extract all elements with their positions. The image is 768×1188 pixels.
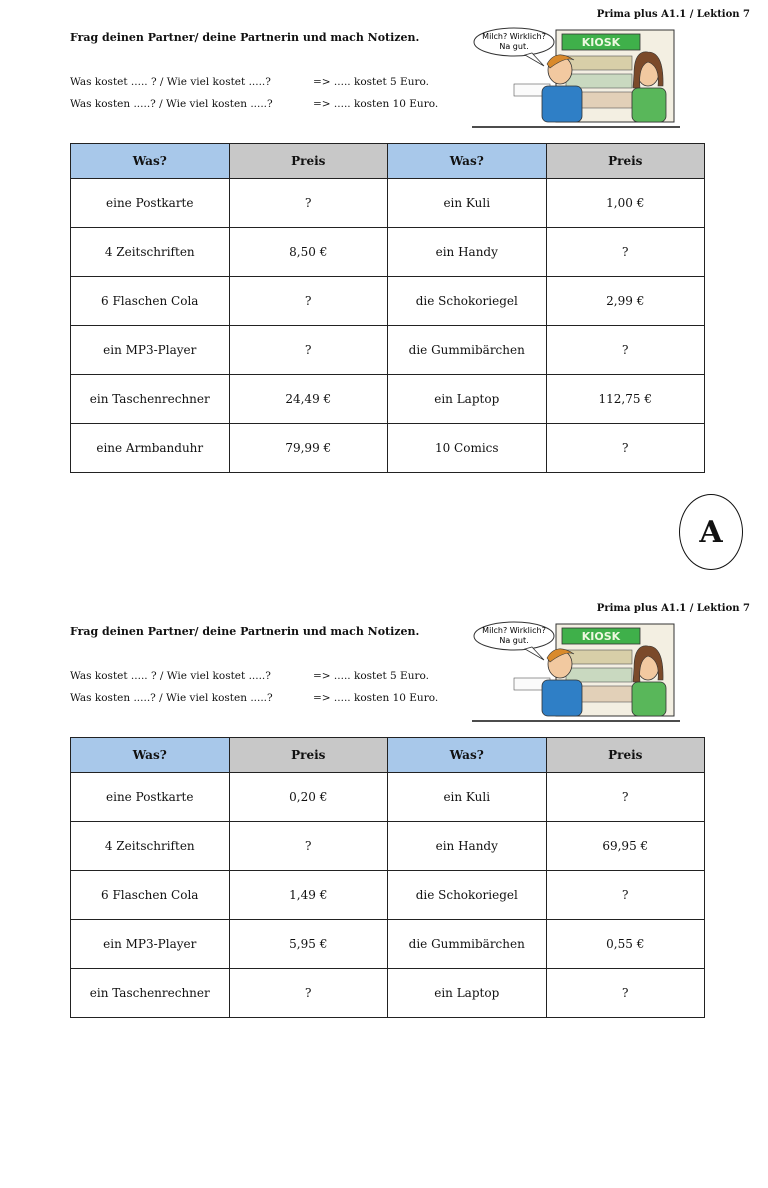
price-cell: 0,55 € [546,920,705,969]
speech-line-2: Na gut. [499,636,529,645]
table-row [71,277,705,326]
kiosk-comic-illustration [470,26,682,130]
column-header-was: Was? [71,738,230,773]
item-cell: 10 Comics [388,424,547,473]
item-cell: eine Postkarte [71,179,230,228]
price-cell: ? [229,179,388,228]
item-cell: ein Handy [388,822,547,871]
table-row [71,920,705,969]
kiosk-sign-text: KIOSK [581,630,621,643]
item-cell: eine Postkarte [71,773,230,822]
price-cell: 0,20 € [229,773,388,822]
table-row [71,822,705,871]
column-header-preis: Preis [229,738,388,773]
price-cell: 1,00 € [546,179,705,228]
speech-line-1: Milch? Wirklich? [482,626,546,635]
price-cell: 8,50 € [229,228,388,277]
kiosk-comic-illustration [470,620,682,724]
table-row [71,228,705,277]
phrase-answer-1: => ..... kostet 5 Euro. [313,670,429,682]
phrase-question-1: Was kostet ..... ? / Wie viel kostet .....? [70,76,271,88]
table-row [71,969,705,1018]
item-cell: 6 Flaschen Cola [71,277,230,326]
item-cell: ein Handy [388,228,547,277]
price-cell: ? [546,228,705,277]
column-header-preis: Preis [546,738,705,773]
item-cell: ein MP3-Player [71,326,230,375]
column-header-was: Was? [388,738,547,773]
item-cell: 4 Zeitschriften [71,228,230,277]
phrase-question-2: Was kosten .....? / Wie viel kosten .....? [70,692,273,704]
price-cell: 2,99 € [546,277,705,326]
item-cell: eine Armbanduhr [71,424,230,473]
item-cell: ein Kuli [388,179,547,228]
price-table-b [70,737,705,1018]
item-cell: ein Taschenrechner [71,375,230,424]
price-cell: ? [229,277,388,326]
item-cell: 4 Zeitschriften [71,822,230,871]
price-cell: ? [546,326,705,375]
item-cell: ein Laptop [388,969,547,1018]
speech-line-2: Na gut. [499,42,529,51]
price-table-a [70,143,705,473]
kiosk-sign-text: KIOSK [581,36,621,49]
worksheet-b [0,594,768,1188]
lesson-header: Prima plus A1.1 / Lektion 7 [596,603,750,614]
price-cell: ? [546,773,705,822]
price-cell: 5,95 € [229,920,388,969]
item-cell: die Gummibärchen [388,920,547,969]
price-cell: 1,49 € [229,871,388,920]
price-cell: 69,95 € [546,822,705,871]
price-cell: ? [229,326,388,375]
phrase-question-2: Was kosten .....? / Wie viel kosten .....? [70,98,273,110]
instruction-text: Frag deinen Partner/ deine Partnerin und mach Notizen. [70,31,420,44]
column-header-was: Was? [71,144,230,179]
column-header-preis: Preis [546,144,705,179]
item-cell: die Schokoriegel [388,277,547,326]
instruction-text: Frag deinen Partner/ deine Partnerin und mach Notizen. [70,625,420,638]
phrase-answer-1: => ..... kostet 5 Euro. [313,76,429,88]
item-cell: ein Taschenrechner [71,969,230,1018]
column-header-preis: Preis [229,144,388,179]
table-header-row [71,144,705,179]
price-cell: ? [546,871,705,920]
price-cell: 79,99 € [229,424,388,473]
speech-line-1: Milch? Wirklich? [482,32,546,41]
table-row [71,179,705,228]
phrase-answer-2: => ..... kosten 10 Euro. [313,98,439,110]
phrase-question-1: Was kostet ..... ? / Wie viel kostet .....? [70,670,271,682]
table-row [71,424,705,473]
item-cell: 6 Flaschen Cola [71,871,230,920]
table-header-row [71,738,705,773]
item-cell: ein MP3-Player [71,920,230,969]
table-row [71,871,705,920]
sheet-a-badge: A [679,494,743,570]
table-row [71,375,705,424]
column-header-was: Was? [388,144,547,179]
price-cell: ? [546,424,705,473]
table-row [71,326,705,375]
price-cell: ? [229,822,388,871]
price-cell: ? [229,969,388,1018]
item-cell: ein Kuli [388,773,547,822]
price-cell: ? [546,969,705,1018]
table-row [71,773,705,822]
lesson-header: Prima plus A1.1 / Lektion 7 [596,9,750,20]
item-cell: die Schokoriegel [388,871,547,920]
item-cell: die Gummibärchen [388,326,547,375]
price-cell: 24,49 € [229,375,388,424]
price-cell: 112,75 € [546,375,705,424]
item-cell: ein Laptop [388,375,547,424]
phrase-answer-2: => ..... kosten 10 Euro. [313,692,439,704]
